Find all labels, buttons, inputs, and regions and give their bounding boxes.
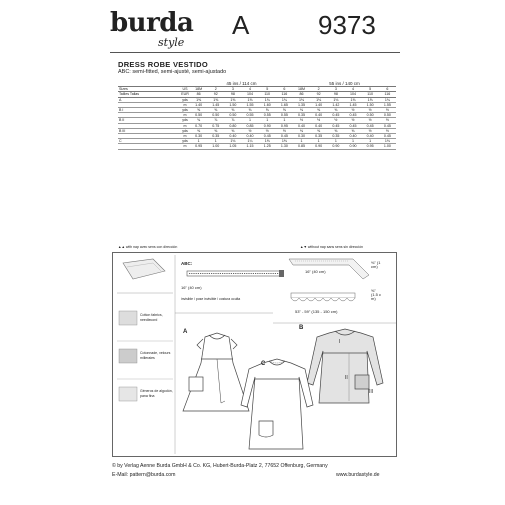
- unit-m: m: [180, 102, 190, 107]
- view-a-dress-illustration: [183, 333, 249, 411]
- yds-cell: 1⅛: [310, 97, 327, 102]
- m-cell: 0.35: [327, 134, 344, 139]
- m-cell: 1.00: [207, 144, 224, 149]
- size-eur-cell: 98: [224, 92, 241, 97]
- m-cell: 1.50: [362, 102, 379, 107]
- m-cell: 0.45: [259, 134, 276, 139]
- m-cell: 0.30: [190, 134, 207, 139]
- contact-email[interactable]: E-Mail: pattern@burda.com: [112, 472, 176, 478]
- yds-cell: 1⅝: [362, 97, 379, 102]
- yds-cell: 1⅝: [241, 97, 258, 102]
- yds-cell: 1¾: [259, 97, 276, 102]
- view-b-part-3: III: [369, 389, 374, 395]
- yds-cell: 1⅜: [190, 97, 207, 102]
- yds-cell: 1⅝: [207, 97, 224, 102]
- yds-cell: 1¼: [241, 139, 258, 144]
- m-cell: 0.50: [224, 113, 241, 118]
- m-cell: 0.40: [293, 123, 310, 128]
- trim-length: 53" - 59" (135 - 150 cm): [295, 309, 338, 314]
- size-us-cell: 2: [310, 87, 327, 92]
- trim-width: ⅝" (1.5 cm): [371, 288, 382, 301]
- yds-cell: ½: [379, 108, 396, 113]
- view-c-dress-illustration: [241, 359, 313, 449]
- yds-cell: 1: [310, 139, 327, 144]
- yds-cell: 1⅛: [327, 97, 344, 102]
- size-us-cell: 4: [241, 87, 258, 92]
- size-eur-cell: 104: [241, 92, 258, 97]
- fabric-width-55: 55 ins / 140 cm: [293, 82, 396, 87]
- fabric-algodon-swatch: [119, 387, 137, 401]
- m-cell: 0.50: [362, 113, 379, 118]
- burda-logo: [110, 8, 194, 49]
- m-cell: 1.55: [379, 102, 396, 107]
- m-cell: 0.35: [310, 134, 327, 139]
- unit-m: m: [180, 123, 190, 128]
- unit-yds: yds: [180, 128, 190, 133]
- yds-cell: ¾: [190, 118, 207, 123]
- yds-cell: ½: [362, 128, 379, 133]
- m-cell: 0.85: [241, 123, 258, 128]
- nap-without-legend: ▲▼ without nap sans sens sin dirección: [300, 245, 363, 249]
- nap-icon: ▲▲: [118, 245, 126, 249]
- m-cell: 0.45: [276, 134, 293, 139]
- unit-m: m: [180, 134, 190, 139]
- unit-yds: yds: [180, 118, 190, 123]
- m-cell: 1.55: [241, 102, 258, 107]
- yds-cell: 1⅛: [379, 139, 396, 144]
- size-us-cell: 5: [362, 87, 379, 92]
- yds-cell: ½: [344, 108, 361, 113]
- yds-cell: 1⅜: [276, 139, 293, 144]
- m-cell: 1.15: [241, 144, 258, 149]
- lace-trim-icon: [289, 259, 369, 279]
- m-cell: 0.45: [379, 123, 396, 128]
- yds-cell: ⅝: [276, 108, 293, 113]
- m-cell: 0.95: [362, 144, 379, 149]
- yds-cell: 1: [293, 139, 310, 144]
- lace-length: 16" (40 cm): [305, 269, 326, 274]
- lace-width: ⅜" (1 cm): [371, 260, 381, 269]
- zipper-icon: [187, 270, 284, 277]
- size-eur-cell: 92: [207, 92, 224, 97]
- yds-cell: ½: [327, 118, 344, 123]
- yds-cell: ⅜: [344, 128, 361, 133]
- yds-cell: 1⅛: [224, 139, 241, 144]
- copyright-notice: © by Verlag Aenne Burda GmbH & Co. KG, Hubert-Burda-Platz 2, 77652 Offenburg, Germany: [112, 463, 328, 469]
- yds-cell: ⅝: [259, 108, 276, 113]
- fabric-swatch-icon: [123, 259, 165, 279]
- yds-cell: ½: [293, 118, 310, 123]
- size-us-cell: 18M: [293, 87, 310, 92]
- m-cell: 1.60: [259, 102, 276, 107]
- no-nap-icon: ▲▼: [300, 245, 308, 249]
- nap-with-legend: ▲▲ with nap avec sens con dirección: [118, 245, 178, 249]
- view-c-label: C: [261, 361, 266, 367]
- yds-cell: ½: [362, 118, 379, 123]
- size-eur-cell: 92: [310, 92, 327, 97]
- m-cell: 0.90: [327, 144, 344, 149]
- view-row-label: B I: [118, 108, 180, 113]
- view-a-label: A: [183, 329, 188, 335]
- table-row: [118, 144, 396, 149]
- size-eur-cell: 86: [190, 92, 207, 97]
- m-cell: 1.45: [207, 102, 224, 107]
- yds-cell: ⅜: [207, 128, 224, 133]
- m-cell: 0.40: [344, 134, 361, 139]
- fabric-velours-swatch: [119, 349, 137, 363]
- zipper-length: 16" (40 cm): [181, 285, 202, 290]
- m-cell: 0.95: [276, 123, 293, 128]
- view-b-label: B: [299, 325, 304, 331]
- m-cell: 1.25: [259, 144, 276, 149]
- m-cell: 0.40: [310, 113, 327, 118]
- view-row-label: C: [118, 139, 180, 144]
- yds-cell: ⅝: [224, 108, 241, 113]
- size-us-cell: 6: [276, 87, 293, 92]
- m-cell: 0.90: [259, 123, 276, 128]
- view-row-label: B III: [118, 128, 180, 133]
- size-eur-cell: 86: [293, 92, 310, 97]
- size-us-cell: 4: [344, 87, 361, 92]
- yds-cell: ½: [259, 128, 276, 133]
- brand-subname: style: [158, 36, 185, 49]
- m-cell: 0.40: [241, 134, 258, 139]
- scalloped-trim-icon: [291, 293, 355, 301]
- unit-m: m: [180, 113, 190, 118]
- m-cell: 0.40: [362, 134, 379, 139]
- m-cell: 0.90: [344, 144, 361, 149]
- yds-cell: 1: [190, 139, 207, 144]
- yds-cell: ⅝: [207, 108, 224, 113]
- fabric-cotton-swatch: [119, 311, 137, 325]
- yds-cell: ⅜: [327, 108, 344, 113]
- yds-cell: 1⅝: [224, 97, 241, 102]
- m-cell: 1.50: [224, 102, 241, 107]
- m-cell: 1.40: [190, 102, 207, 107]
- yds-cell: ½: [379, 118, 396, 123]
- yds-cell: 1: [241, 118, 258, 123]
- m-cell: 0.55: [276, 113, 293, 118]
- yds-cell: ⅞: [224, 118, 241, 123]
- pattern-number: 9373: [318, 10, 376, 40]
- pattern-letter: A: [232, 10, 250, 40]
- size-us-cell: 2: [207, 87, 224, 92]
- unit-yds: yds: [180, 108, 190, 113]
- yds-cell: 1: [344, 139, 361, 144]
- view-b-part-1: I: [339, 339, 341, 345]
- yds-cell: ⅜: [293, 108, 310, 113]
- yds-cell: ⅜: [327, 128, 344, 133]
- m-cell: 1.35: [293, 102, 310, 107]
- m-cell: 0.55: [241, 113, 258, 118]
- m-cell: 0.40: [224, 134, 241, 139]
- fabric-width-45: 45 ins / 114 cm: [190, 82, 293, 87]
- yds-cell: 1: [207, 139, 224, 144]
- m-cell: 1.00: [379, 144, 396, 149]
- m-cell: 1.40: [310, 102, 327, 107]
- yds-cell: ½: [310, 118, 327, 123]
- yds-cell: ⅜: [224, 128, 241, 133]
- m-cell: 0.50: [190, 113, 207, 118]
- m-cell: 0.50: [207, 113, 224, 118]
- size-eur-cell: 116: [379, 92, 396, 97]
- size-us-cell: 5: [259, 87, 276, 92]
- unit-yds: yds: [180, 139, 190, 144]
- eur-label: EUR: [181, 92, 189, 97]
- m-cell: 0.35: [207, 134, 224, 139]
- brand-name: burda: [110, 8, 194, 38]
- m-cell: 0.50: [379, 113, 396, 118]
- yardage-table: [118, 82, 396, 150]
- size-us-cell: 6: [379, 87, 396, 92]
- m-cell: 0.70: [190, 123, 207, 128]
- view-b-part-2: II: [345, 375, 348, 381]
- garment-title: DRESS ROBE VESTIDO: [118, 60, 208, 69]
- size-us-cell: 3: [327, 87, 344, 92]
- fabric-label-cotton: Cotton fabrics, needlecord: [140, 313, 163, 322]
- size-eur-cell: 98: [327, 92, 344, 97]
- yds-cell: 1⅛: [293, 97, 310, 102]
- size-eur-cell: 110: [259, 92, 276, 97]
- yds-cell: 1⅜: [259, 139, 276, 144]
- fabric-label-algodon: Géneros de algodón, pana fina: [140, 389, 173, 398]
- m-cell: 1.30: [276, 144, 293, 149]
- size-eur-cell: 116: [276, 92, 293, 97]
- yds-cell: ½: [276, 128, 293, 133]
- yds-cell: 1: [327, 139, 344, 144]
- m-cell: 0.45: [327, 113, 344, 118]
- yds-cell: ⅝: [241, 108, 258, 113]
- sizes-label: Sizes: [118, 87, 180, 92]
- m-cell: 0.45: [362, 123, 379, 128]
- size-eur-cell: 110: [362, 92, 379, 97]
- fabric-label-velours: Cotonnade, velours milleraies: [140, 351, 171, 360]
- m-cell: 1.45: [344, 102, 361, 107]
- yds-cell: ⅞: [207, 118, 224, 123]
- view-row-label: B II: [118, 118, 180, 123]
- header-divider: [110, 52, 400, 53]
- m-cell: 0.80: [224, 123, 241, 128]
- yds-cell: ⅜: [310, 108, 327, 113]
- yds-cell: ½: [241, 128, 258, 133]
- m-cell: 1.42: [327, 102, 344, 107]
- m-cell: 0.35: [293, 113, 310, 118]
- m-cell: 0.40: [310, 123, 327, 128]
- yds-cell: ⅝: [190, 108, 207, 113]
- yds-cell: ⅜: [310, 128, 327, 133]
- yds-cell: ⅜: [293, 128, 310, 133]
- m-cell: 0.85: [293, 144, 310, 149]
- yds-cell: ⅜: [190, 128, 207, 133]
- m-cell: 1.65: [276, 102, 293, 107]
- us-label: US: [180, 87, 190, 92]
- unit-yds: yds: [180, 97, 190, 102]
- m-cell: 0.55: [259, 113, 276, 118]
- m-cell: 0.90: [310, 144, 327, 149]
- m-cell: 0.75: [207, 123, 224, 128]
- yds-cell: 1: [362, 139, 379, 144]
- yds-cell: 1: [259, 118, 276, 123]
- size-us-cell: 18M: [190, 87, 207, 92]
- m-cell: 0.45: [327, 123, 344, 128]
- zipper-caption: invisible / pose invisible / costura oculta: [181, 297, 241, 301]
- yds-cell: ½: [379, 128, 396, 133]
- m-cell: 0.30: [293, 134, 310, 139]
- yds-cell: 1¾: [276, 97, 293, 102]
- m-cell: 0.45: [344, 123, 361, 128]
- view-row-label: A: [118, 97, 180, 102]
- garment-subtitle: ABC: semi-fitted, semi-ajusté, semi-ajustado: [118, 69, 227, 75]
- sizes-label-fr-es: Tailles Tallas: [118, 92, 180, 97]
- m-cell: 0.95: [190, 144, 207, 149]
- size-eur-cell: 104: [344, 92, 361, 97]
- yds-cell: 1: [276, 118, 293, 123]
- yds-cell: 1⅝: [344, 97, 361, 102]
- yds-cell: ½: [362, 108, 379, 113]
- yds-cell: 1¾: [379, 97, 396, 102]
- m-cell: 1.05: [224, 144, 241, 149]
- unit-m: m: [180, 144, 190, 149]
- yds-cell: ½: [344, 118, 361, 123]
- website-link[interactable]: www.burdastyle.de: [336, 472, 380, 478]
- notions-and-views-panel: [112, 252, 397, 457]
- row-spacer: [118, 144, 180, 149]
- m-cell: 0.45: [379, 134, 396, 139]
- notions-abc-label: ABC:: [181, 261, 193, 266]
- size-us-cell: 3: [224, 87, 241, 92]
- m-cell: 0.45: [344, 113, 361, 118]
